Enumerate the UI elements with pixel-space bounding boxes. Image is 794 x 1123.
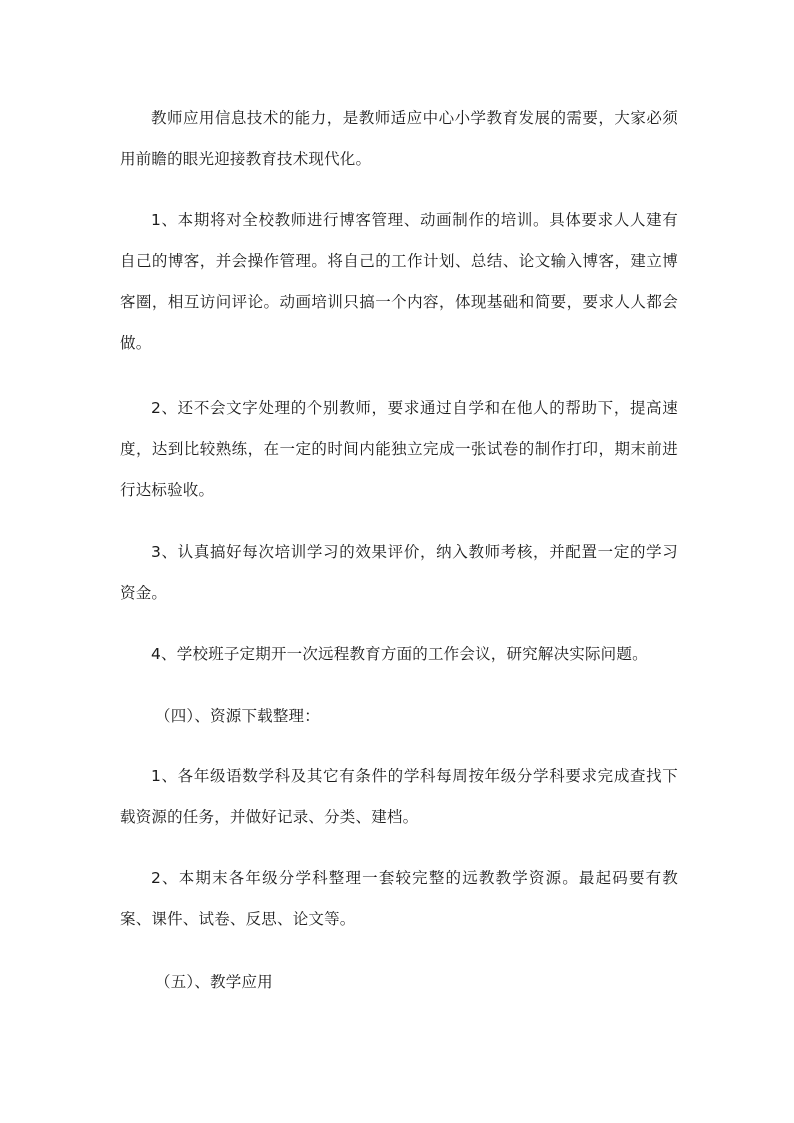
paragraph-intro: 教师应用信息技术的能力，是教师适应中心小学教育发展的需要，大家必须用前瞻的眼光迎接教育技术现代化。: [120, 109, 678, 168]
paragraph-item-3-evaluation: 3、认真搞好每次培训学习的效果评价，纳入教师考核，并配置一定的学习资金。: [120, 543, 678, 602]
paragraph-item-1-blog-training: 1、本期将对全校教师进行博客管理、动画制作的培训。具体要求人人建有自己的博客，并会操作管理。将自己的工作计划、总结、论文输入博客，建立博客圈，相互访问评论。动画培训只搞一个内容，体现基础和简要，要求人人都会做。: [120, 211, 678, 352]
paragraph-resource-item-1: 1、各年级语数学科及其它有条件的学科每周按年级分学科要求完成查找下载资源的任务，并做好记录、分类、建档。: [120, 767, 678, 826]
section-heading-resource-download: （四）、资源下载整理：: [155, 707, 320, 725]
section-heading-teaching-application: （五）、教学应用: [155, 973, 273, 991]
paragraph-resource-item-2: 2、本期末各年级分学科整理一套较完整的远教教学资源。最起码要有教案、课件、试卷、反思、论文等。: [120, 869, 678, 928]
paragraph-item-4-meeting: 4、学校班子定期开一次远程教育方面的工作会议，研究解决实际问题。: [151, 645, 648, 663]
paragraph-item-2-word-processing: 2、还不会文字处理的个别教师，要求通过自学和在他人的帮助下，提高速度，达到比较熟练，在一定的时间内能独立完成一张试卷的制作打印，期末前进行达标验收。: [120, 399, 678, 499]
